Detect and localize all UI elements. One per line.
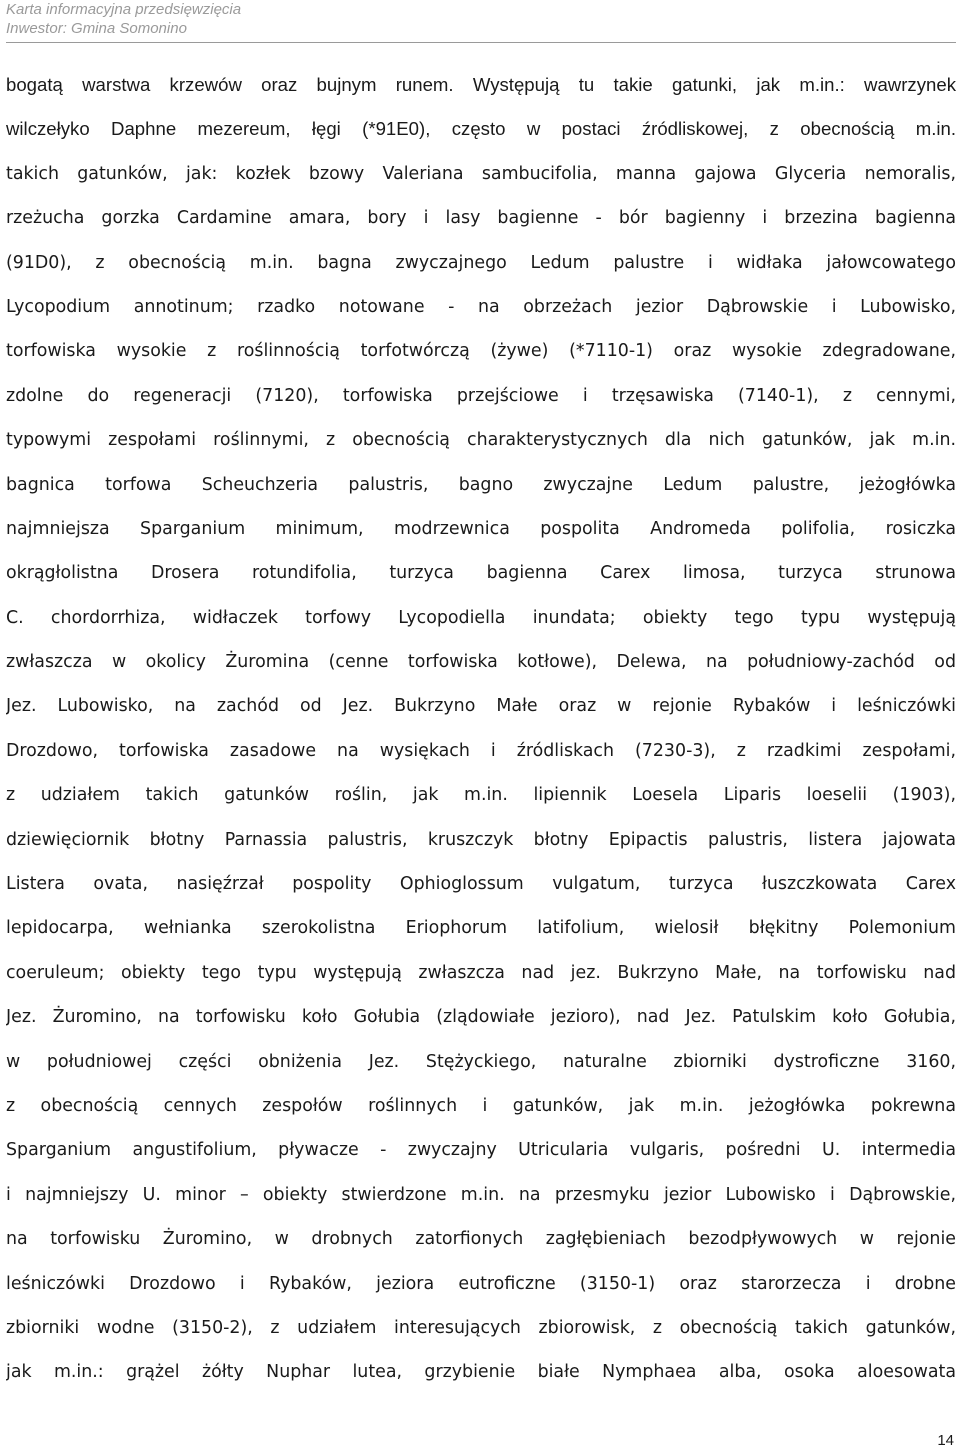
body-line: na torfowisku Żuromino, w drobnych zatorfionych zagłębieniach bezodpływowych w rejonie — [6, 1229, 956, 1250]
body-line: Listera ovata, nasięźrzał pospolity Ophioglossum vulgatum, turzyca łuszczkowata Carex — [6, 874, 956, 895]
body-line: Lycopodium annotinum; rzadko notowane - na obrzeżach jezior Dąbrowskie i Lubowisko, — [6, 296, 956, 317]
body-line: Jez. Żuromino, na torfowisku koło Gołubia (zlądowiałe jezioro), nad Jez. Patulskim koło Gołubia, — [6, 1007, 956, 1028]
header-divider — [6, 42, 956, 43]
body-line: C. chordorrhiza, widłaczek torfowy Lycopodiella inundata; obiekty tego typu występują — [6, 607, 956, 628]
body-line: torfowiska wysokie z roślinnością torfotwórczą (żywe) (*7110-1) oraz wysokie zdegradowane, — [6, 341, 956, 362]
body-line: typowymi zespołami roślinnymi, z obecnością charakterystycznych dla nich gatunków, jak m.in. — [6, 430, 956, 451]
body-line: zwłaszcza w okolicy Żuromina (cenne torfowiska kotłowe), Delewa, na południowy-zachód od — [6, 652, 956, 673]
body-line: z obecnością cennych zespołów roślinnych i gatunków, jak m.in. jeżogłówka pokrewna — [6, 1095, 956, 1116]
body-line: wilczełyko Daphne mezereum, łęgi (*91E0), często w postaci źródliskowej, z obecnością m.in. — [6, 118, 956, 140]
body-line: z udziałem takich gatunków roślin, jak m.in. lipiennik Loesela Liparis loeselii (1903), — [6, 785, 956, 806]
body-line: Jez. Lubowisko, na zachód od Jez. Bukrzyno Małe oraz w rejonie Rybaków i leśniczówki — [6, 696, 956, 717]
header-investor: Inwestor: Gmina Somonino — [6, 20, 187, 37]
header-document-title: Karta informacyjna przedsięwzięcia — [6, 1, 242, 18]
body-line: (91D0), z obecnością m.in. bagna zwyczajnego Ledum palustre i widłaka jałowcowatego — [6, 252, 956, 273]
body-line: bagnica torfowa Scheuchzeria palustris, bagno zwyczajne Ledum palustre, jeżogłówka — [6, 474, 956, 495]
body-line: lepidocarpa, wełnianka szerokolistna Eriophorum latifolium, wielosił błękitny Polemonium — [6, 918, 956, 939]
page-number: 14 — [937, 1432, 954, 1449]
body-line: zbiorniki wodne (3150-2), z udziałem interesujących zbiorowisk, z obecnością takich gatunków, — [6, 1317, 956, 1338]
body-line: leśniczówki Drozdowo i Rybaków, jeziora eutroficzne (3150-1) oraz starorzecza i drobne — [6, 1273, 956, 1294]
body-line: takich gatunków, jak: kozłek bzowy Valeriana sambucifolia, manna gajowa Glyceria nemoralis, — [6, 163, 956, 184]
page-header — [6, 0, 241, 38]
body-line: rzeżucha gorzka Cardamine amara, bory i lasy bagienne - bór bagienny i brzezina bagienna — [6, 208, 956, 229]
body-line: Drozdowo, torfowiska zasadowe na wysiękach i źródliskach (7230-3), z rzadkimi zespołami, — [6, 740, 956, 761]
body-line: i najmniejszy U. minor – obiekty stwierdzone m.in. na przesmyku jezior Lubowisko i Dąbrowskie, — [6, 1184, 956, 1205]
body-line: bogatą warstwa krzewów oraz bujnym runem. Występują tu takie gatunki, jak m.in.: wawrzynek — [6, 74, 956, 95]
body-line: okrągłolistna Drosera rotundifolia, turzyca bagienna Carex limosa, turzyca strunowa — [6, 563, 956, 584]
body-line: zdolne do regeneracji (7120), torfowiska przejściowe i trzęsawiska (7140-1), z cennymi, — [6, 385, 956, 406]
body-line: dziewięciornik błotny Parnassia palustris, kruszczyk błotny Epipactis palustris, listera jajowata — [6, 829, 956, 850]
body-line: Sparganium angustifolium, pływacze - zwyczajny Utricularia vulgaris, pośredni U. intermedia — [6, 1140, 956, 1161]
body-line: w południowej części obniżenia Jez. Stężyckiego, naturalne zbiorniki dystroficzne 3160, — [6, 1051, 956, 1072]
body-line: coeruleum; obiekty tego typu występują zwłaszcza nad jez. Bukrzyno Małe, na torfowisku nad — [6, 962, 956, 983]
body-line: jak m.in.: grążel żółty Nuphar lutea, grzybienie białe Nymphaea alba, osoka aloesowata — [6, 1362, 956, 1383]
body-line: najmniejsza Sparganium minimum, modrzewnica pospolita Andromeda polifolia, rosiczka — [6, 518, 956, 539]
body-text — [6, 63, 956, 1395]
